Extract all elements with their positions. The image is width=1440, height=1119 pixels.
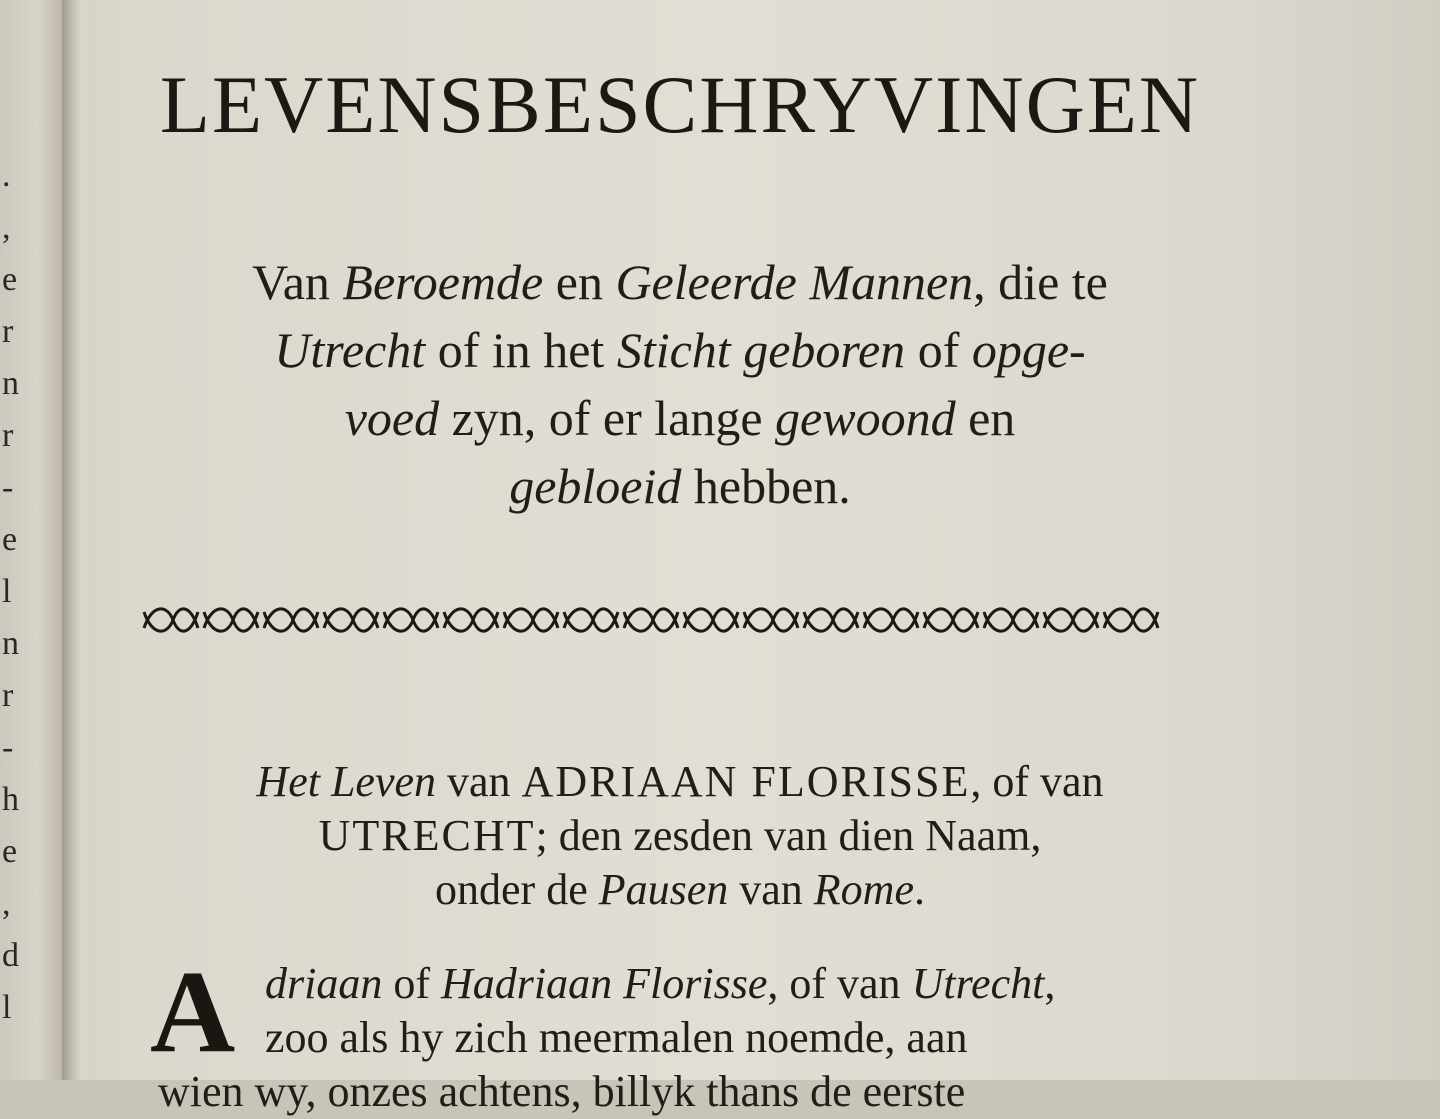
italic-text: gewoond — [775, 390, 956, 446]
text: en — [543, 254, 616, 310]
italic-text: Sticht geboren — [616, 322, 906, 378]
text: ADRIAAN FLORISSE — [521, 757, 971, 806]
italic-text: gebloeid — [509, 458, 682, 514]
margin-char: n — [2, 365, 19, 402]
body-paragraph — [140, 946, 1220, 1119]
italic-text: Pausen — [598, 865, 729, 914]
text: , — [1044, 959, 1056, 1008]
facing-page — [0, 0, 64, 1080]
text: UTRECHT — [318, 811, 536, 860]
margin-char: e — [2, 261, 18, 298]
subtitle-line — [140, 248, 1220, 316]
body-line — [140, 957, 1220, 1011]
margin-char: h — [2, 781, 19, 818]
facing-page-margin-text — [2, 150, 22, 1034]
margin-char: l — [2, 573, 12, 610]
text: Van — [252, 254, 343, 310]
text: , die te — [973, 254, 1108, 310]
section-heading — [140, 755, 1220, 917]
italic-text: Utrecht — [274, 322, 426, 378]
text: zyn, of er lange — [439, 390, 776, 446]
section-heading-line — [140, 809, 1220, 863]
margin-char: , — [2, 885, 11, 922]
ornamental-divider — [140, 598, 1160, 642]
margin-char: r — [2, 677, 14, 714]
italic-text: voed — [344, 390, 440, 446]
subtitle-line — [140, 452, 1220, 520]
text: onder de — [435, 865, 599, 914]
subtitle-line — [140, 384, 1220, 452]
text: hebben. — [681, 458, 851, 514]
text: , of van — [767, 959, 912, 1008]
italic-text: opge- — [971, 322, 1086, 378]
section-heading-line — [140, 755, 1220, 809]
margin-char: - — [2, 729, 14, 766]
page-subtitle — [140, 248, 1220, 520]
italic-text: Hadriaan Florisse — [441, 959, 768, 1008]
italic-text: Utrecht — [911, 959, 1045, 1008]
italic-text: driaan — [265, 959, 383, 1008]
book-gutter — [62, 0, 82, 1080]
margin-char: e — [2, 833, 18, 870]
body-line — [140, 1011, 1220, 1065]
margin-char: , — [2, 209, 11, 246]
text: en — [955, 390, 1016, 446]
page-title: LEVENSBESCHRYVINGEN — [159, 59, 1201, 150]
italic-text: Beroemde — [342, 254, 544, 310]
text: . — [913, 865, 925, 914]
subtitle-line — [140, 316, 1220, 384]
text: wien wy, onzes achtens, billyk thans de eerste — [158, 1067, 966, 1116]
book-page — [140, 50, 1220, 1119]
margin-char: e — [2, 521, 18, 558]
text: of — [905, 322, 972, 378]
margin-char: l — [2, 989, 12, 1026]
margin-char: r — [2, 417, 14, 454]
drop-cap: A — [150, 946, 236, 1077]
margin-char: . — [2, 157, 11, 194]
text: of in het — [425, 322, 617, 378]
margin-char: d — [2, 937, 19, 974]
text: , of van — [970, 757, 1104, 806]
section-heading-line — [140, 863, 1220, 917]
margin-char: n — [2, 625, 19, 662]
italic-text: Rome — [813, 865, 914, 914]
text: van — [728, 865, 814, 914]
margin-char: r — [2, 313, 14, 350]
text: ; den zesden van dien Naam, — [535, 811, 1042, 860]
italic-text: Het Leven — [256, 757, 437, 806]
body-line — [140, 1065, 1220, 1119]
text: van — [436, 757, 522, 806]
text: of — [382, 959, 442, 1008]
margin-char: - — [2, 469, 14, 506]
text: zoo als hy zich meermalen noemde, aan — [265, 1013, 968, 1062]
italic-text: Geleerde Mannen — [615, 254, 974, 310]
